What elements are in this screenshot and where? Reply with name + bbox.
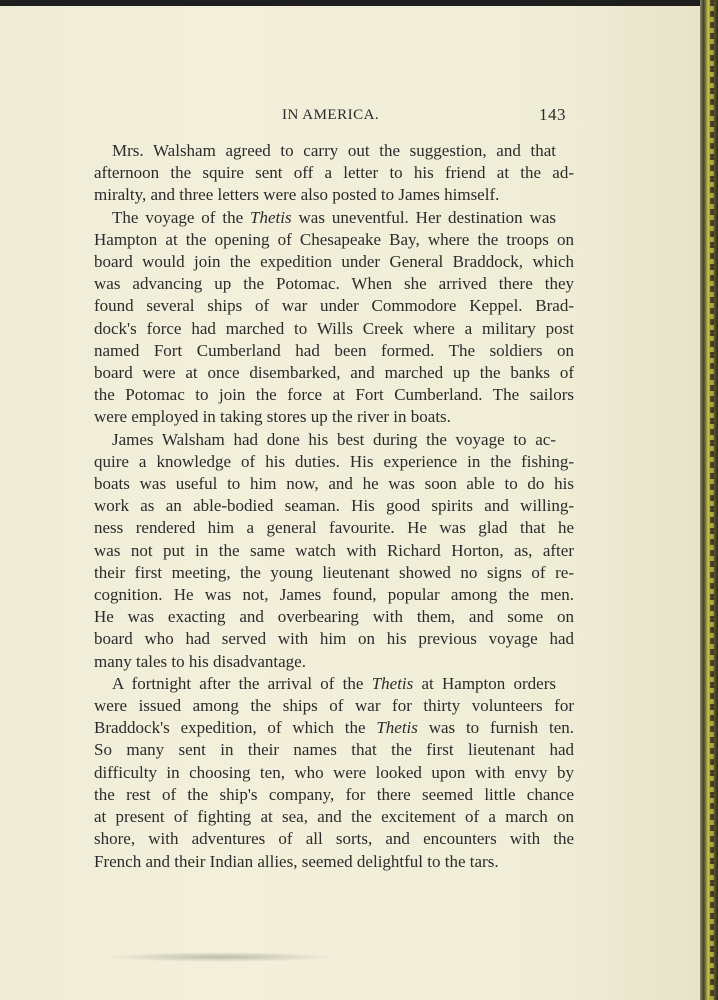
text-line: board who had served with him on his previous voyage had [94, 629, 574, 649]
text-line: shore, with adventures of all sorts, and encounters with the [94, 829, 574, 849]
text-line: at present of fighting at sea, and the excitement of a march on [94, 807, 574, 827]
text-line: quire a knowledge of his duties. His experience in the fishing- [94, 451, 574, 471]
text-line: boats was useful to him now, and he was soon able to do his [94, 474, 574, 494]
text-line: named Fort Cumberland had been formed. The soldiers on [94, 340, 574, 360]
text-line: was advancing up the Potomac. When she arrived there they [94, 274, 574, 294]
running-head: IN AMERICA. [282, 107, 380, 123]
text-line: afternoon the squire sent off a letter to his friend at the ad- [94, 163, 574, 183]
text-line: were issued among the ships of war for thirty volunteers for [94, 696, 574, 716]
text-line: dock's force had marched to Wills Creek where a military post [94, 318, 574, 338]
text-line: board would join the expedition under General Braddock, which [94, 252, 574, 272]
text-line: So many sent in their names that the first lieutenant had [94, 740, 574, 760]
text-line: difficulty in choosing ten, who were looked upon with envy by [94, 762, 574, 782]
text-line: board were at once disembarked, and marched up the banks of [94, 363, 574, 383]
page-smudge [106, 952, 336, 962]
page-header [0, 107, 700, 127]
text-line: work as an able-bodied seaman. His good spirits and willing- [94, 496, 574, 516]
page-number: 143 [539, 105, 566, 124]
text-line: was not put in the same watch with Richard Horton, as, after [94, 540, 574, 560]
text-line: French and their Indian allies, seemed delightful to the tars. [94, 851, 499, 871]
text-line: were employed in taking stores up the river in boats. [94, 407, 451, 427]
text-line: He was exacting and overbearing with them, and some on [94, 607, 574, 627]
top-edge [0, 0, 718, 6]
text-line: Braddock's expedition, of which the Thetis was to furnish ten. [94, 718, 574, 738]
text-line: James Walsham had done his best during the voyage to ac- [112, 429, 556, 449]
text-line: miralty, and three letters were also posted to James himself. [94, 185, 500, 205]
text-line: Hampton at the opening of Chesapeake Bay, where the troops on [94, 229, 574, 249]
text-line: A fortnight after the arrival of the Thetis at Hampton orders [112, 673, 556, 693]
text-line: the rest of the ship's company, for there seemed little chance [94, 784, 574, 804]
text-line: their first meeting, the young lieutenant showed no signs of re- [94, 562, 574, 582]
body-text [94, 140, 574, 873]
text-line: found several ships of war under Commodore Keppel. Brad- [94, 296, 574, 316]
text-line: The voyage of the Thetis was uneventful. Her destination was [112, 207, 556, 227]
text-line: ness rendered him a general favourite. He was glad that he [94, 518, 574, 538]
text-line: cognition. He was not, James found, popular among the men. [94, 585, 574, 605]
book-spine [700, 0, 718, 1000]
text-line: the Potomac to join the force at Fort Cumberland. The sailors [94, 385, 574, 405]
text-line: Mrs. Walsham agreed to carry out the suggestion, and that [112, 141, 556, 160]
text-line: many tales to his disadvantage. [94, 651, 306, 671]
